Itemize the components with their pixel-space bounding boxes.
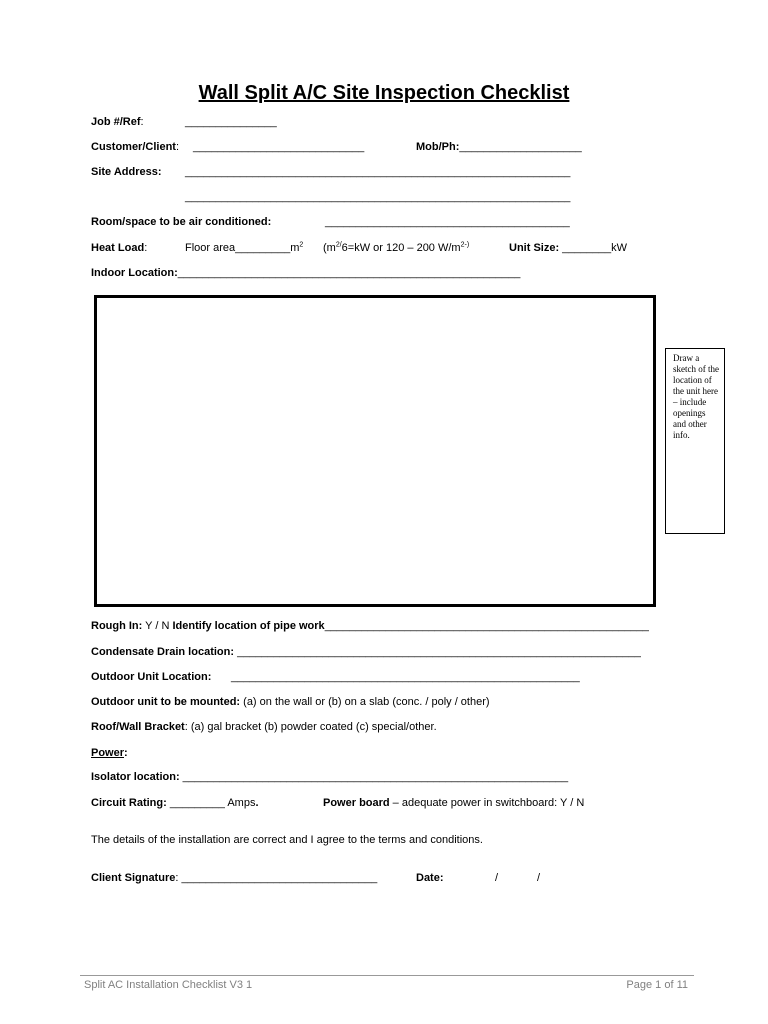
bracket-options[interactable]: : (a) gal bracket (b) powder coated (c) special/other. [184,721,437,733]
isolator-field[interactable]: _______________________________________________________________ [179,771,569,783]
floor-area-field[interactable]: Floor $area\_\_\_\_\_\_\_\_\_m^2$ [185,241,304,254]
site-address-line-1[interactable]: _______________________________________________________________ [185,166,571,178]
site-address-line-2[interactable]: _______________________________________________________________ [185,191,571,203]
mob-label: Mob/Ph:____________________ [416,141,582,153]
power-board-row: Power board – adequate power in switchboard: Y / N [323,797,585,809]
signature-row: Client Signature: ________________________________ [91,872,378,884]
outdoor-location-label: Outdoor Unit Location: [91,671,212,683]
pipe-work-field[interactable]: _____________________________________________________ [324,620,649,632]
job-ref-label: Job #/Ref: [91,116,144,128]
customer-label: Customer/Client: [91,141,180,153]
sketch-area[interactable] [94,295,656,607]
room-label: Room/space to be air conditioned: [91,216,272,228]
site-address-label: Site Address: [91,166,162,178]
page-title: Wall Split A/C Site Inspection Checklist [198,82,570,104]
condensate-field[interactable]: __________________________________________________________________ [234,646,641,658]
date-separator-2[interactable]: / [537,872,541,884]
job-ref-field[interactable]: _______________ [185,116,277,128]
outdoor-location-field[interactable]: _________________________________________________________ [231,671,580,683]
circuit-rating-row: Circuit Rating: _________ Amps. [91,797,259,809]
condensate-row: Condensate Drain location: __________________________________________________________________ [91,646,641,658]
isolator-row: Isolator location: _______________________________________________________________ [91,771,569,783]
unit-size-field[interactable]: Unit Size: ________kW [509,242,628,254]
sketch-instructions: Draw a sketch of the location of the unit here – include openings and other info. [665,348,725,534]
footer-divider [80,975,694,976]
outdoor-mount-row: Outdoor unit to be mounted: (a) on the wall or (b) on a slab (conc. / poly / other) [91,696,490,708]
bracket-row: Roof/Wall Bracket: (a) gal bracket (b) powder coated (c) special/other. [91,721,437,733]
outdoor-mount-options[interactable]: (a) on the wall or (b) on a slab (conc. / poly / other) [240,696,490,708]
indoor-location-field[interactable]: ________________________________________________________ [177,267,521,279]
rough-in-options[interactable]: Y / N [142,620,173,632]
mob-field[interactable]: ____________________ [459,141,582,153]
footer-page-number: Page 1 of 11 [626,979,688,991]
rough-in-row: Rough In: Y / N Identify location of pipe work_____________________________________________________ [91,620,649,632]
heat-load-label: Heat Load: [91,242,148,254]
agreement-text: The details of the installation are correct and I agree to the terms and conditions. [91,834,483,846]
date-label: Date: [416,872,444,884]
circuit-rating-field[interactable]: _________ Amps [166,797,256,809]
heat-load-formula: ($m^{2/}6=kW$ or 120 – 200 $W/m^{2-)}$ [323,241,470,254]
signature-field[interactable]: ________________________________ [178,872,378,884]
indoor-location-row: Indoor Location:________________________________________________________ [91,267,521,279]
customer-field[interactable]: ____________________________ [193,141,365,153]
date-separator-1[interactable]: / [495,872,499,884]
power-heading: Power: [91,747,128,759]
power-board-options[interactable]: – adequate power in switchboard: Y / N [389,797,585,809]
room-field[interactable]: ________________________________________ [325,216,570,228]
footer-document-name: Split AC Installation Checklist V3 1 [84,979,253,991]
